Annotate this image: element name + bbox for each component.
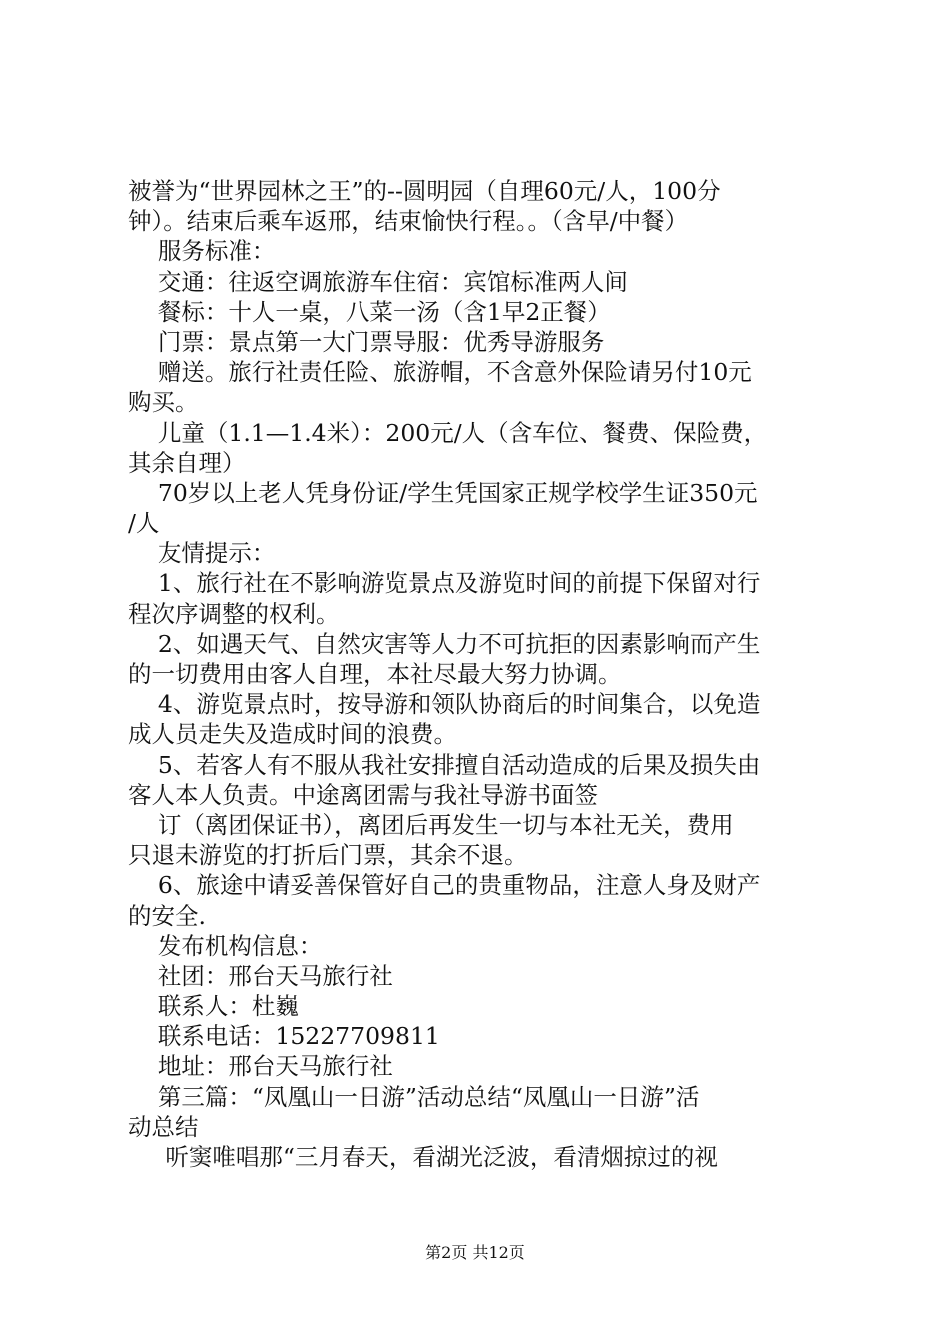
text-line: 2、如遇天气、自然灾害等人力不可抗拒的因素影响而产生 xyxy=(128,629,761,658)
text-line: 餐标：十人一桌，八菜一汤（含1早2正餐） xyxy=(128,297,611,326)
text-line: 1、旅行社在不影响游览景点及游览时间的前提下保留对行 xyxy=(128,569,761,598)
text-line: 动总结 xyxy=(128,1112,199,1141)
text-line: 4、游览景点时，按导游和领队协商后的时间集合，以免造 xyxy=(128,690,761,719)
text-line: 其余自理） xyxy=(128,448,246,477)
text-line: 只退未游览的打折后门票，其余不退。 xyxy=(128,841,528,870)
text-line: 6、旅途中请妥善保管好自己的贵重物品，注意人身及财产 xyxy=(128,871,761,900)
text-line: /人 xyxy=(128,509,160,538)
text-line: 的安全. xyxy=(128,901,206,930)
text-line: 交通：往返空调旅游车住宿：宾馆标准两人间 xyxy=(128,267,628,296)
text-line: 程次序调整的权利。 xyxy=(128,599,340,628)
text-line: 联系人：杜巍 xyxy=(128,992,299,1021)
text-line: 地址：邢台天马旅行社 xyxy=(128,1052,393,1081)
text-line: 服务标准： xyxy=(128,237,276,266)
text-line: 赠送。旅行社责任险、旅游帽，不含意外保险请另付10元 xyxy=(128,358,752,387)
text-line: 第三篇：“凤凰山一日游”活动总结“凤凰山一日游”活 xyxy=(128,1082,700,1111)
page-number: 第2页 共12页 xyxy=(425,1243,525,1262)
text-line: 友情提示： xyxy=(128,539,276,568)
text-line: 被誉为“世界园林之王”的--圆明园（自理60元/人，100分 xyxy=(128,177,721,205)
text-line: 门票：景点第一大门票导服：优秀导游服务 xyxy=(128,327,605,356)
text-line: 钟）。结束后乘车返邢，结束愉快行程。。（含早/中餐） xyxy=(128,207,689,236)
text-line: 发布机构信息： xyxy=(128,931,323,960)
text-line: 成人员走失及造成时间的浪费。 xyxy=(128,720,457,749)
text-line: 联系电话：15227709811 xyxy=(128,1022,440,1051)
text-line: 听窦唯唱那“三月春天，看湖光泛波，看清烟掠过的视 xyxy=(128,1143,718,1171)
page-footer xyxy=(0,1243,950,1263)
text-line: 社团：邢台天马旅行社 xyxy=(128,961,393,990)
document-body xyxy=(128,176,834,1172)
text-line: 的一切费用由客人自理，本社尽最大努力协调。 xyxy=(128,660,622,688)
text-line: 客人本人负责。中途离团需与我社导游书面签 xyxy=(128,780,598,809)
text-line: 购买。 xyxy=(128,388,199,417)
text-line: 70岁以上老人凭身份证/学生凭国家正规学校学生证350元 xyxy=(128,478,758,507)
text-line: 儿童（1.1—1.4米）：200元/人（含车位、餐费、保险费， xyxy=(128,418,768,447)
text-line: 订（离团保证书），离团后再发生一切与本社无关，费用 xyxy=(128,810,734,839)
text-line: 5、若客人有不服从我社安排擅自活动造成的后果及损失由 xyxy=(128,750,761,779)
